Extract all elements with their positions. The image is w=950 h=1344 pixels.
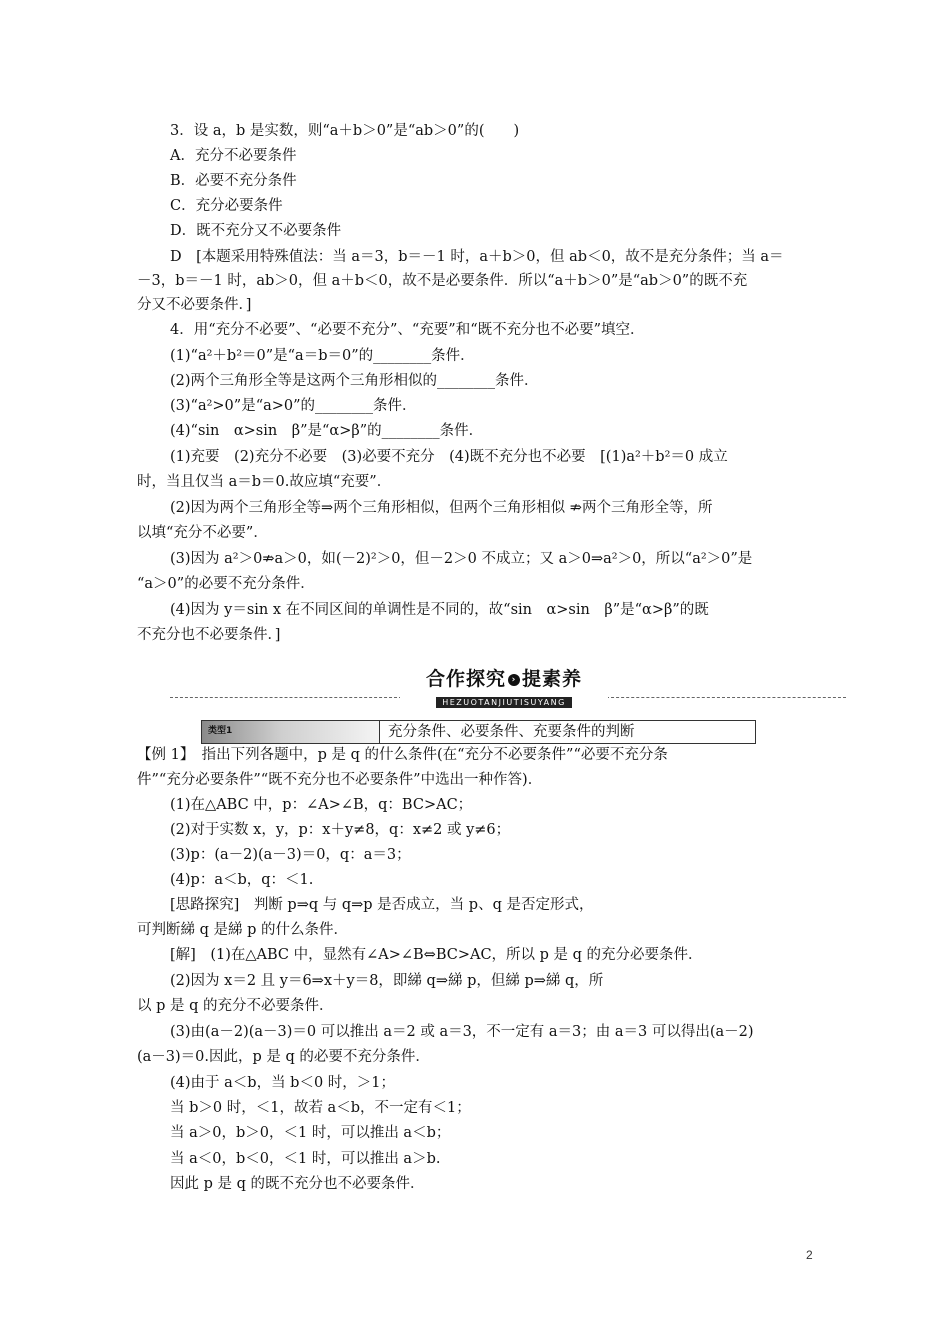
text-line: (3)p：(a－2)(a－3)＝0，q：a＝3； [170, 847, 411, 863]
text-line: (4)因为 y＝sin x 在不同区间的单调性是不同的，故“sin α>sin β”是“α>β”的既 [170, 602, 709, 618]
text-line: 分又不必要条件．] [137, 297, 252, 313]
section-banner [400, 668, 608, 707]
text-line: (a－3)＝0.因此，p 是 q 的必要不充分条件． [137, 1049, 430, 1065]
text-line: 【例 1】 指出下列各题中，p 是 q 的什么条件(在“充分不必要条件”“必要不充分条 [137, 747, 668, 763]
text-line: 当 a＜0，b＜0，＜1 时，可以推出 a＞b. [170, 1151, 441, 1167]
type-tag-label: 类型1 [208, 726, 233, 736]
text-line: (3)由(a－2)(a－3)＝0 可以推出 a＝2 或 a＝3，不一定有 a＝3；由 a＝3 可以得出(a－2) [170, 1024, 754, 1040]
text-line: B．必要不充分条件 [170, 173, 297, 189]
text-line: (4)“sin α>sin β”是“α>β”的________条件． [170, 423, 484, 439]
text-line: (3)“a²>0”是“a>0”的________条件． [170, 398, 417, 414]
text-line: 当 a＞0，b＞0，＜1 时，可以推出 a＜b； [170, 1125, 451, 1141]
page-number: 2 [806, 1248, 813, 1262]
text-line: (1)充要 (2)充分不必要 (3)必要不充分 (4)既不充分也不必要 [(1)a²＋b²＝0 成立 [170, 449, 728, 465]
text-line: (2)因为 x＝2 且 y＝6⇒x＋y＝8，即綈 q⇒綈 p，但綈 p⇒綈 q，所 [170, 973, 604, 989]
text-line: (2)对于实数 x，y，p：x＋y≠8，q：x≠2 或 y≠6； [170, 822, 511, 838]
text-line: (1)在△ABC 中，p：∠A>∠B，q：BC>AC； [170, 797, 473, 813]
text-line: 不充分也不必要条件．] [137, 627, 281, 643]
text-line: (4)p：a＜b，q：＜1. [170, 872, 314, 888]
text-line: C．充分必要条件 [170, 198, 283, 214]
text-line: 4．用“充分不必要”、“必要不充分”、“充要”和“既不充分也不必要”填空． [170, 322, 645, 338]
text-line: “a＞0”的必要不充分条件． [137, 576, 315, 592]
text-line: 因此 p 是 q 的既不充分也不必要条件． [170, 1176, 425, 1192]
text-line: 以 p 是 q 的充分不必要条件． [137, 998, 334, 1014]
text-line: 以填“充分不必要”． [137, 525, 268, 541]
text-line: [解] (1)在△ABC 中，显然有∠A>∠B⇔BC>AC，所以 p 是 q 的充分必要条件． [170, 947, 703, 963]
text-line: 3．设 a，b 是实数，则“a＋b＞0”是“ab＞0”的( ) [170, 123, 520, 139]
banner-title-left: 合作探究 [425, 668, 506, 690]
text-line: [思路探究] 判断 p⇒q 与 q⇒p 是否成立，当 p、q 是否定形式， [170, 897, 594, 913]
chevron-right-icon: › [508, 674, 520, 686]
text-line: (2)因为两个三角形全等⇒两个三角形相似，但两个三角形相似 ⇏两个三角形全等，所 [170, 500, 713, 516]
text-line: (3)因为 a²＞0⇏a＞0，如(－2)²＞0，但－2＞0 不成立；又 a＞0⇒a²＞0，所以“a²＞0”是 [170, 551, 753, 567]
text-line: 可判断綈 q 是綈 p 的什么条件． [137, 922, 348, 938]
banner-subtitle: HEZUOTANJIUTISUYANG [436, 697, 572, 708]
text-line: 时，当且仅当 a＝b＝0.故应填“充要”． [137, 474, 392, 490]
text-line: A．充分不必要条件 [170, 148, 297, 164]
section-divider-right [606, 697, 846, 698]
type-title: 充分条件、必要条件、充要条件的判断 [388, 724, 635, 740]
text-line: D [本题采用特殊值法：当 a＝3，b＝－1 时，a＋b＞0，但 ab＜0，故不是充分条件；当 a＝ [170, 249, 784, 265]
text-line: (1)“a²＋b²＝0”是“a＝b＝0”的________条件． [170, 348, 475, 364]
text-line: D．既不充分又不必要条件 [170, 223, 342, 239]
text-line: (4)由于 a＜b，当 b＜0 时，＞1； [170, 1075, 396, 1091]
banner-title [400, 668, 608, 690]
text-line: 件”“充分必要条件”“既不充分也不必要条件”中选出一种作答)． [137, 772, 543, 788]
banner-title-right: 提素养 [522, 668, 583, 690]
text-line: －3，b＝－1 时，ab＞0，但 a＋b＜0，故不是必要条件．所以“a＋b＞0”是“ab＞0”的既不充 [137, 273, 748, 289]
type-tag [202, 721, 380, 743]
text-line: (2)两个三角形全等是这两个三角形相似的________条件． [170, 373, 539, 389]
type-header [201, 720, 756, 744]
text-line: 当 b＞0 时，＜1，故若 a＜b，不一定有＜1； [170, 1100, 471, 1116]
section-divider-left [170, 697, 402, 698]
